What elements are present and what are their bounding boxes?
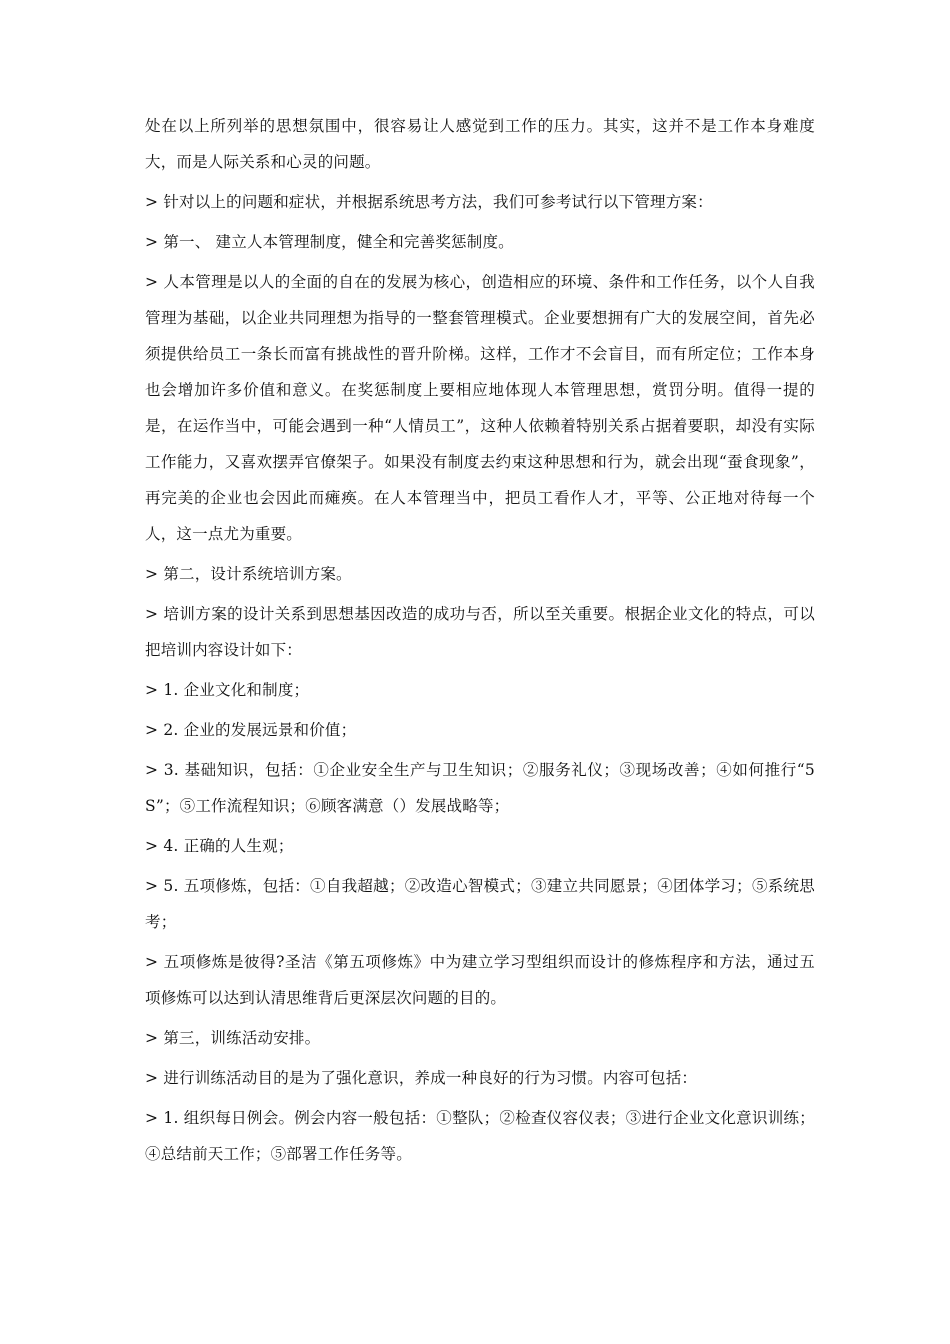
list-item-daily-meeting: > 1. 组织每日例会。例会内容一般包括：①整队；②检查仪容仪表；③进行企业文化意识训练；④总结前天工作；⑤部署工作任务等。 (145, 1109, 815, 1163)
list-item-training-5: > 5. 五项修炼，包括：①自我超越；②改造心智模式；③建立共同愿景；④团体学习；⑤系统思考； (145, 877, 815, 931)
list-item-training-4: > 4. 正确的人生观； (145, 837, 294, 855)
list-item-training-3: > 3. 基础知识，包括：①企业安全生产与卫生知识；②服务礼仪；③现场改善；④如何推行“5S”；⑤工作流程知识；⑥顾客满意（）发展战略等； (145, 761, 815, 815)
paragraph-training-plan: > 培训方案的设计关系到思想基因改造的成功与否，所以至关重要。根据企业文化的特点，可以把培训内容设计如下： (145, 605, 815, 659)
paragraph-management-plan-intro: > 针对以上的问题和症状，并根据系统思考方法，我们可参考试行以下管理方案： (145, 193, 713, 211)
paragraph-pressure-intro: 处在以上所列举的思想氛围中，很容易让人感觉到工作的压力。其实，这并不是工作本身难度大，而是人际关系和心灵的问题。 (145, 117, 815, 171)
paragraph-people-oriented-management: > 人本管理是以人的全面的自在的发展为核心，创造相应的环境、条件和工作任务，以个人自我管理为基础，以企业共同理想为指导的一整套管理模式。企业要想拥有广大的发展空间，首先必须提供给员工一条长而富有挑战性的晋升阶梯。这样，工作才不会盲目，而有所定位；工作本身也会增加许多价值和意义。在奖惩制度上要相应地体现人本管理思想，赏罚分明。值得一提的是，在运作当中，可能会遇到一种“人情员工”，这种人依赖着特别关系占据着要职，却没有实际工作能力，又喜欢摆弄官僚架子。如果没有制度去约束这种思想和行为，就会出现“蚕食现象”，再完美的企业也会因此而瘫痪。在人本管理当中，把员工看作人才，平等、公正地对待每一个人，这一点尤为重要。 (145, 273, 815, 543)
paragraph-training-activities: > 进行训练活动目的是为了强化意识，养成一种良好的行为习惯。内容可包括： (145, 1069, 698, 1087)
heading-third-item: > 第三，训练活动安排。 (145, 1029, 321, 1047)
heading-second-item: > 第二，设计系统培训方案。 (145, 565, 352, 583)
paragraph-fifth-discipline: > 五项修炼是彼得?圣洁《第五项修炼》中为建立学习型组织而设计的修炼程序和方法，通过五项修炼可以达到认清思维背后更深层次问题的目的。 (145, 953, 815, 1007)
document-body (145, 108, 815, 1176)
list-item-training-1: > 1. 企业文化和制度； (145, 681, 310, 699)
list-item-training-2: > 2. 企业的发展远景和价值； (145, 721, 357, 739)
heading-first-item: > 第一、 建立人本管理制度，健全和完善奖惩制度。 (145, 233, 514, 251)
